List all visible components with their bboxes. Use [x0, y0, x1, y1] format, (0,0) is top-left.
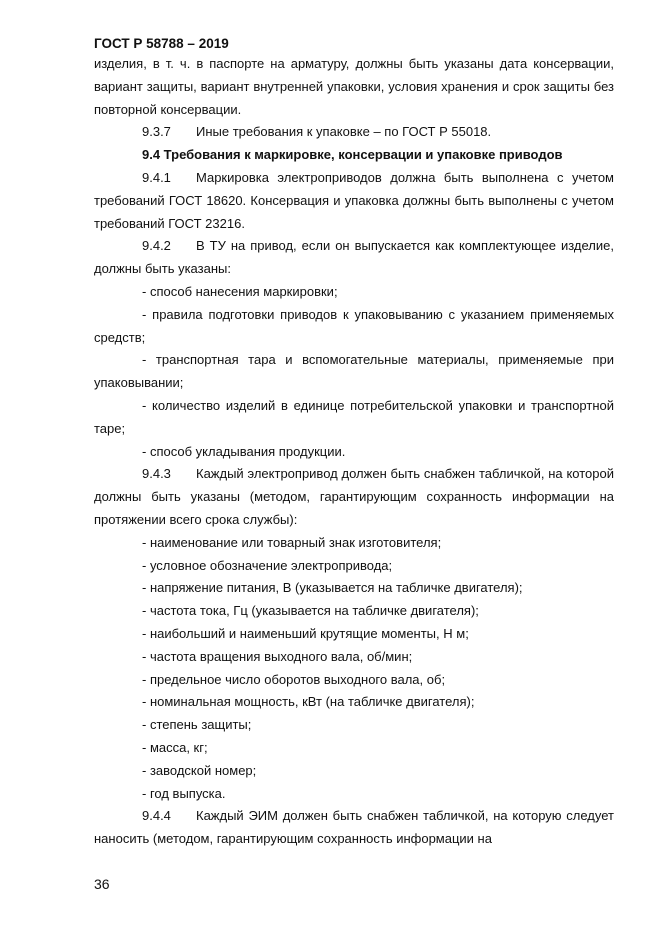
- list-item: - транспортная тара и вспомогательные материалы, применяемые при упаковывании;: [94, 352, 614, 391]
- list-item: - номинальная мощность, кВт (на табличке двигателя);: [142, 694, 475, 710]
- clause-9-4-1: 9.4.1 Маркировка электроприводов должна быть выполнена с учетом требований ГОСТ 18620. Консервация и упаковка должны быть выполнены с учетом требований ГОСТ 23216.: [94, 169, 614, 231]
- list-item: - предельное число оборотов выходного вала, об;: [142, 671, 446, 687]
- list-item: - напряжение питания, В (указывается на табличке двигателя);: [142, 580, 523, 596]
- paragraph-continuation: изделия, в т. ч. в паспорте на арматуру, должны быть указаны дата консервации, вариант защиты, вариант внутренней упаковки, условия хранения и срок защиты без повторной консервации.: [94, 56, 614, 117]
- document-page: [94, 36, 614, 851]
- clause-9-4-2: 9.4.2 В ТУ на привод, если он выпускается как комплектующее изделие, должны быть указаны:: [94, 238, 614, 277]
- list-item: - заводской номер;: [142, 762, 257, 778]
- list-item: - способ нанесения маркировки;: [142, 283, 338, 299]
- list-item: - правила подготовки приводов к упаковыванию с указанием применяемых средств;: [94, 306, 614, 345]
- list-item: - условное обозначение электропривода;: [142, 557, 393, 573]
- list-item: - год выпуска.: [142, 785, 226, 801]
- clause-9-4-4: 9.4.4 Каждый ЭИМ должен быть снабжен табличкой, на которую следует наносить (методом, гарантирующим сохранность информации на: [94, 808, 614, 847]
- list-item: - способ укладывания продукции.: [142, 443, 346, 459]
- list-item: - частота вращения выходного вала, об/мин;: [142, 648, 413, 664]
- list-item: - наименование или товарный знак изготовителя;: [142, 534, 442, 550]
- page-number: 36: [94, 876, 110, 892]
- clause-9-3-7: 9.3.7 Иные требования к упаковке – по ГОСТ Р 55018.: [142, 124, 492, 140]
- list-item: - наибольший и наименьший крутящие моменты, Н м;: [142, 625, 469, 641]
- list-item: - степень защиты;: [142, 717, 252, 733]
- section-heading-9-4: 9.4 Требования к маркировке, консервации и упаковке приводов: [142, 147, 563, 163]
- document-header: ГОСТ Р 58788 – 2019: [94, 36, 229, 51]
- list-item: - частота тока, Гц (указывается на табличке двигателя);: [142, 603, 479, 619]
- clause-9-4-3: 9.4.3 Каждый электропривод должен быть снабжен табличкой, на которой должны быть указаны (методом, гарантирующим сохранность информации на протяжении всего срока службы):: [94, 466, 614, 527]
- list-item: - масса, кг;: [142, 739, 208, 755]
- list-item: - количество изделий в единице потребительской упаковки и транспортной таре;: [94, 397, 614, 436]
